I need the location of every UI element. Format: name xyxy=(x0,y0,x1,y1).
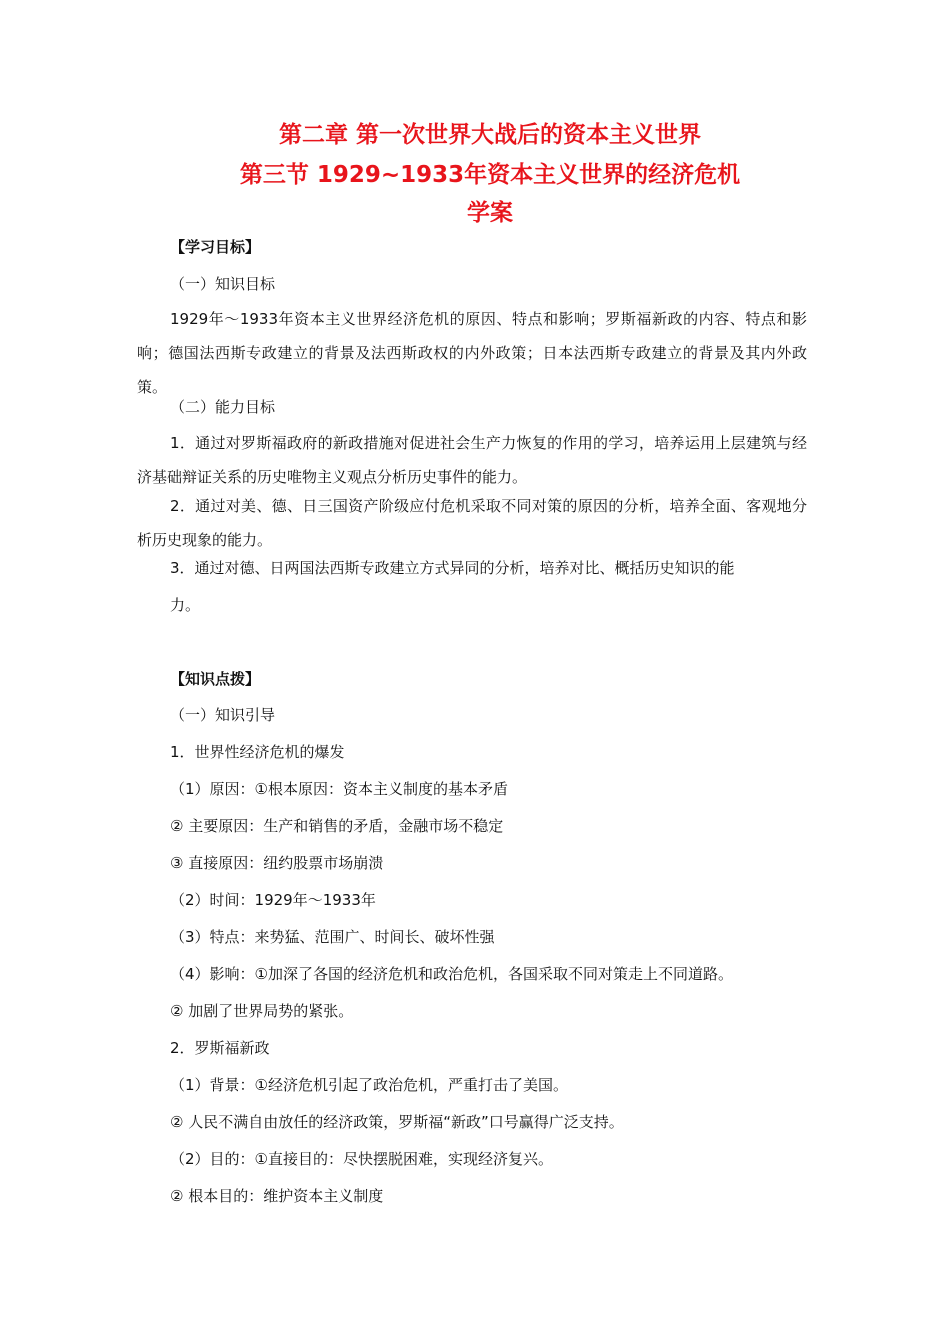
list-item: （3）特点：来势猛、范围广、时间长、破坏性强 xyxy=(170,928,495,946)
list-item: （1）背景：①经济危机引起了政治危机，严重打击了美国。 xyxy=(170,1076,568,1094)
subtitle: 学案 xyxy=(467,200,513,226)
knowledge-goals-text: 1929年～1933年资本主义世界经济危机的原因、特点和影响；罗斯福新政的内容、特点和影响；德国法西斯专政建立的背景及法西斯政权的内外政策；日本法西斯专政建立的背景及其内外政策。 xyxy=(137,310,807,396)
list-item: 2．罗斯福新政 xyxy=(170,1039,270,1057)
list-item: ② 加剧了世界局势的紧张。 xyxy=(170,1002,354,1020)
list-item: ③ 直接原因：纽约股票市场崩溃 xyxy=(170,854,384,872)
list-item: （一）知识引导 xyxy=(170,706,276,724)
list-item: ② 根本目的：维护资本主义制度 xyxy=(170,1187,384,1205)
list-item: （2）时间：1929年～1933年 xyxy=(170,891,376,909)
section-title: 第三节 1929~1933年资本主义世界的经济危机 xyxy=(239,162,741,188)
ability-item: 3．通过对德、日两国法西斯专政建立方式异同的分析，培养对比、概括历史知识的能 xyxy=(170,559,735,577)
list-item: ② 人民不满自由放任的经济政策，罗斯福“新政”口号赢得广泛支持。 xyxy=(170,1113,624,1131)
ability-item-continuation: 力。 xyxy=(170,596,201,614)
chapter-title: 第二章 第一次世界大战后的资本主义世界 xyxy=(278,122,701,148)
study-goals-heading: 【学习目标】 xyxy=(170,238,261,256)
list-item: （2）目的：①直接目的：尽快摆脱困难，实现经济复兴。 xyxy=(170,1150,553,1168)
list-item: 1．世界性经济危机的爆发 xyxy=(170,743,345,761)
ability-item: 2．通过对美、德、日三国资产阶级应付危机采取不同对策的原因的分析，培养全面、客观地分析历史现象的能力。 xyxy=(137,497,807,549)
knowledge-goals-heading: （一）知识目标 xyxy=(170,275,276,293)
list-item: ② 主要原因：生产和销售的矛盾，金融市场不稳定 xyxy=(170,817,504,835)
knowledge-points-heading: 【知识点拨】 xyxy=(170,670,261,688)
list-item: （1）原因：①根本原因：资本主义制度的基本矛盾 xyxy=(170,780,508,798)
ability-goals-heading: （二）能力目标 xyxy=(170,398,276,416)
list-item: （4）影响：①加深了各国的经济危机和政治危机，各国采取不同对策走上不同道路。 xyxy=(170,965,733,983)
ability-item: 1．通过对罗斯福政府的新政措施对促进社会生产力恢复的作用的学习，培养运用上层建筑与经济基础辩证关系的历史唯物主义观点分析历史事件的能力。 xyxy=(137,434,807,486)
